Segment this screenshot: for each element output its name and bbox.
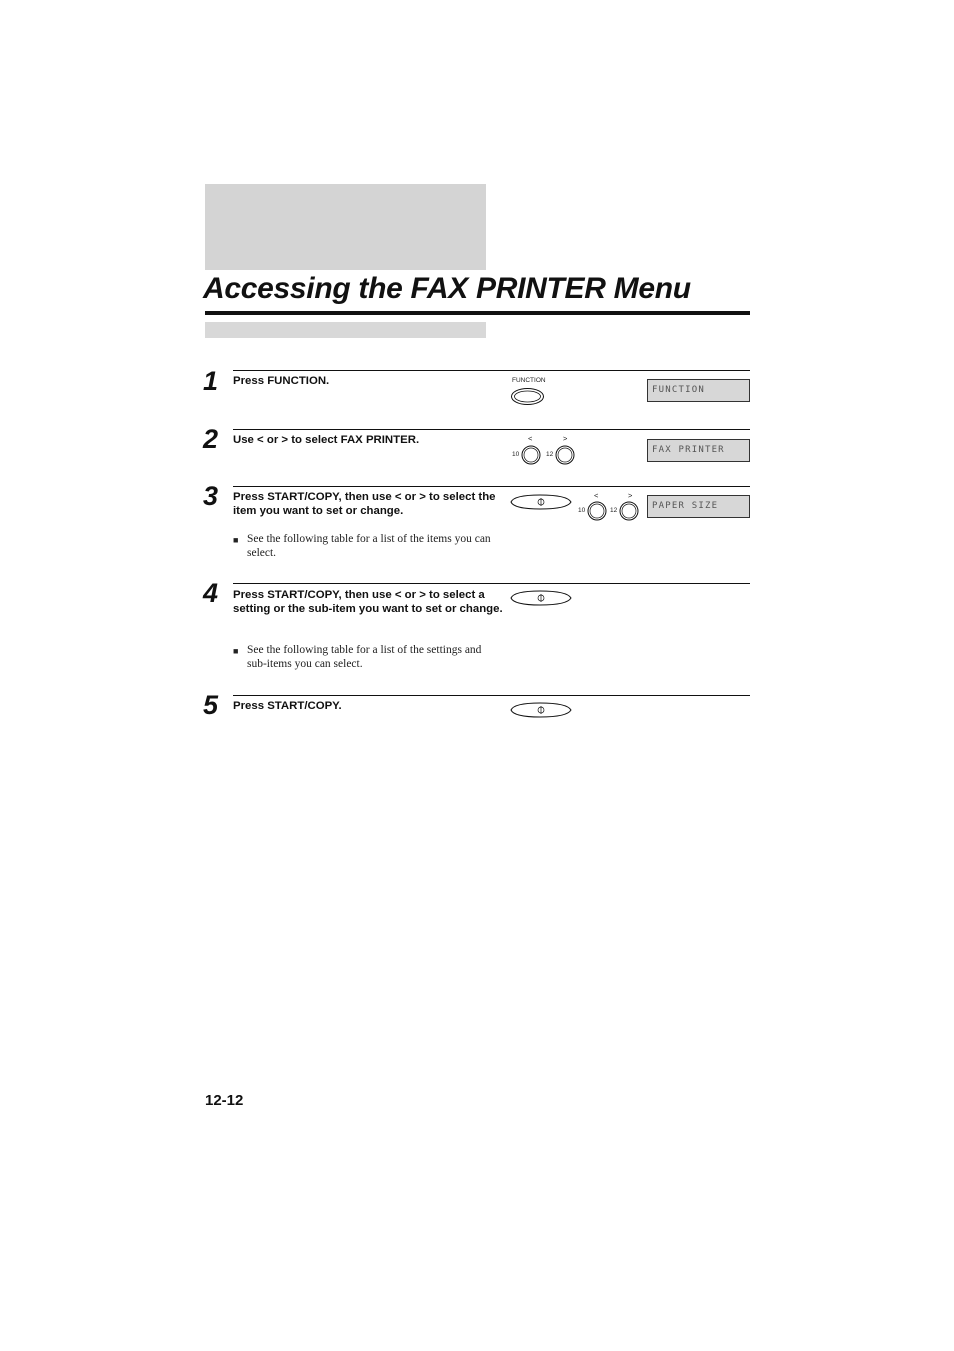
key-right-label: 12 [610, 507, 618, 514]
subheader-shade-box [205, 322, 486, 338]
step-3-rule [233, 486, 750, 487]
step-1-number: 1 [203, 366, 219, 396]
step-3-note [233, 532, 495, 560]
key-right-label: 12 [546, 451, 554, 458]
step-5-text: Press START/COPY. [233, 700, 342, 712]
step-3-number: 3 [203, 481, 219, 511]
step-2-rule [233, 429, 750, 430]
left-arrow-glyph: < [528, 434, 533, 443]
right-arrow-glyph: > [628, 491, 633, 500]
page-number: 12-12 [205, 1092, 244, 1109]
step-5-number: 5 [203, 690, 219, 720]
header-shade-box [205, 184, 486, 270]
right-arrow-glyph: > [563, 434, 568, 443]
start-copy-button-icon[interactable] [510, 494, 574, 512]
step-3-text: Press START/COPY, then use < or > to select the item you want to set or change. [233, 491, 496, 517]
step-4-note [233, 643, 495, 671]
bullet-icon: ■ [233, 646, 239, 656]
step-2-text: Use < or > to select FAX PRINTER. [233, 434, 420, 446]
title-rule [205, 311, 750, 315]
key-left-label: 10 [578, 507, 586, 514]
lcd-display-3: PAPER SIZE [647, 495, 750, 518]
step-4-text: Press START/COPY, then use < or > to select a setting or the sub-item you want to set or change. [233, 589, 503, 615]
step-3-note-text: See the following table for a list of the items you can select. [247, 533, 491, 559]
left-arrow-glyph: < [594, 491, 599, 500]
function-button-label: FUNCTION [512, 377, 546, 384]
step-2-number: 2 [203, 424, 219, 454]
start-copy-button-icon[interactable] [510, 590, 574, 608]
step-4-note-text: See the following table for a list of the settings and sub-items you can select. [247, 644, 482, 670]
arrow-keys-icon[interactable] [587, 500, 643, 522]
bullet-icon: ■ [233, 535, 239, 545]
arrow-keys-icon[interactable] [521, 444, 577, 466]
step-1-rule [233, 370, 750, 371]
step-4-number: 4 [203, 578, 219, 608]
key-left-label: 10 [512, 451, 520, 458]
step-5-rule [233, 695, 750, 696]
start-copy-button-icon[interactable] [510, 702, 574, 720]
function-button-icon[interactable] [510, 387, 546, 407]
lcd-display-2: FAX PRINTER [647, 439, 750, 462]
lcd-display-1: FUNCTION [647, 379, 750, 402]
page-title: Accessing the FAX PRINTER Menu [203, 272, 691, 305]
step-4-rule [233, 583, 750, 584]
step-1-text: Press FUNCTION. [233, 375, 330, 387]
